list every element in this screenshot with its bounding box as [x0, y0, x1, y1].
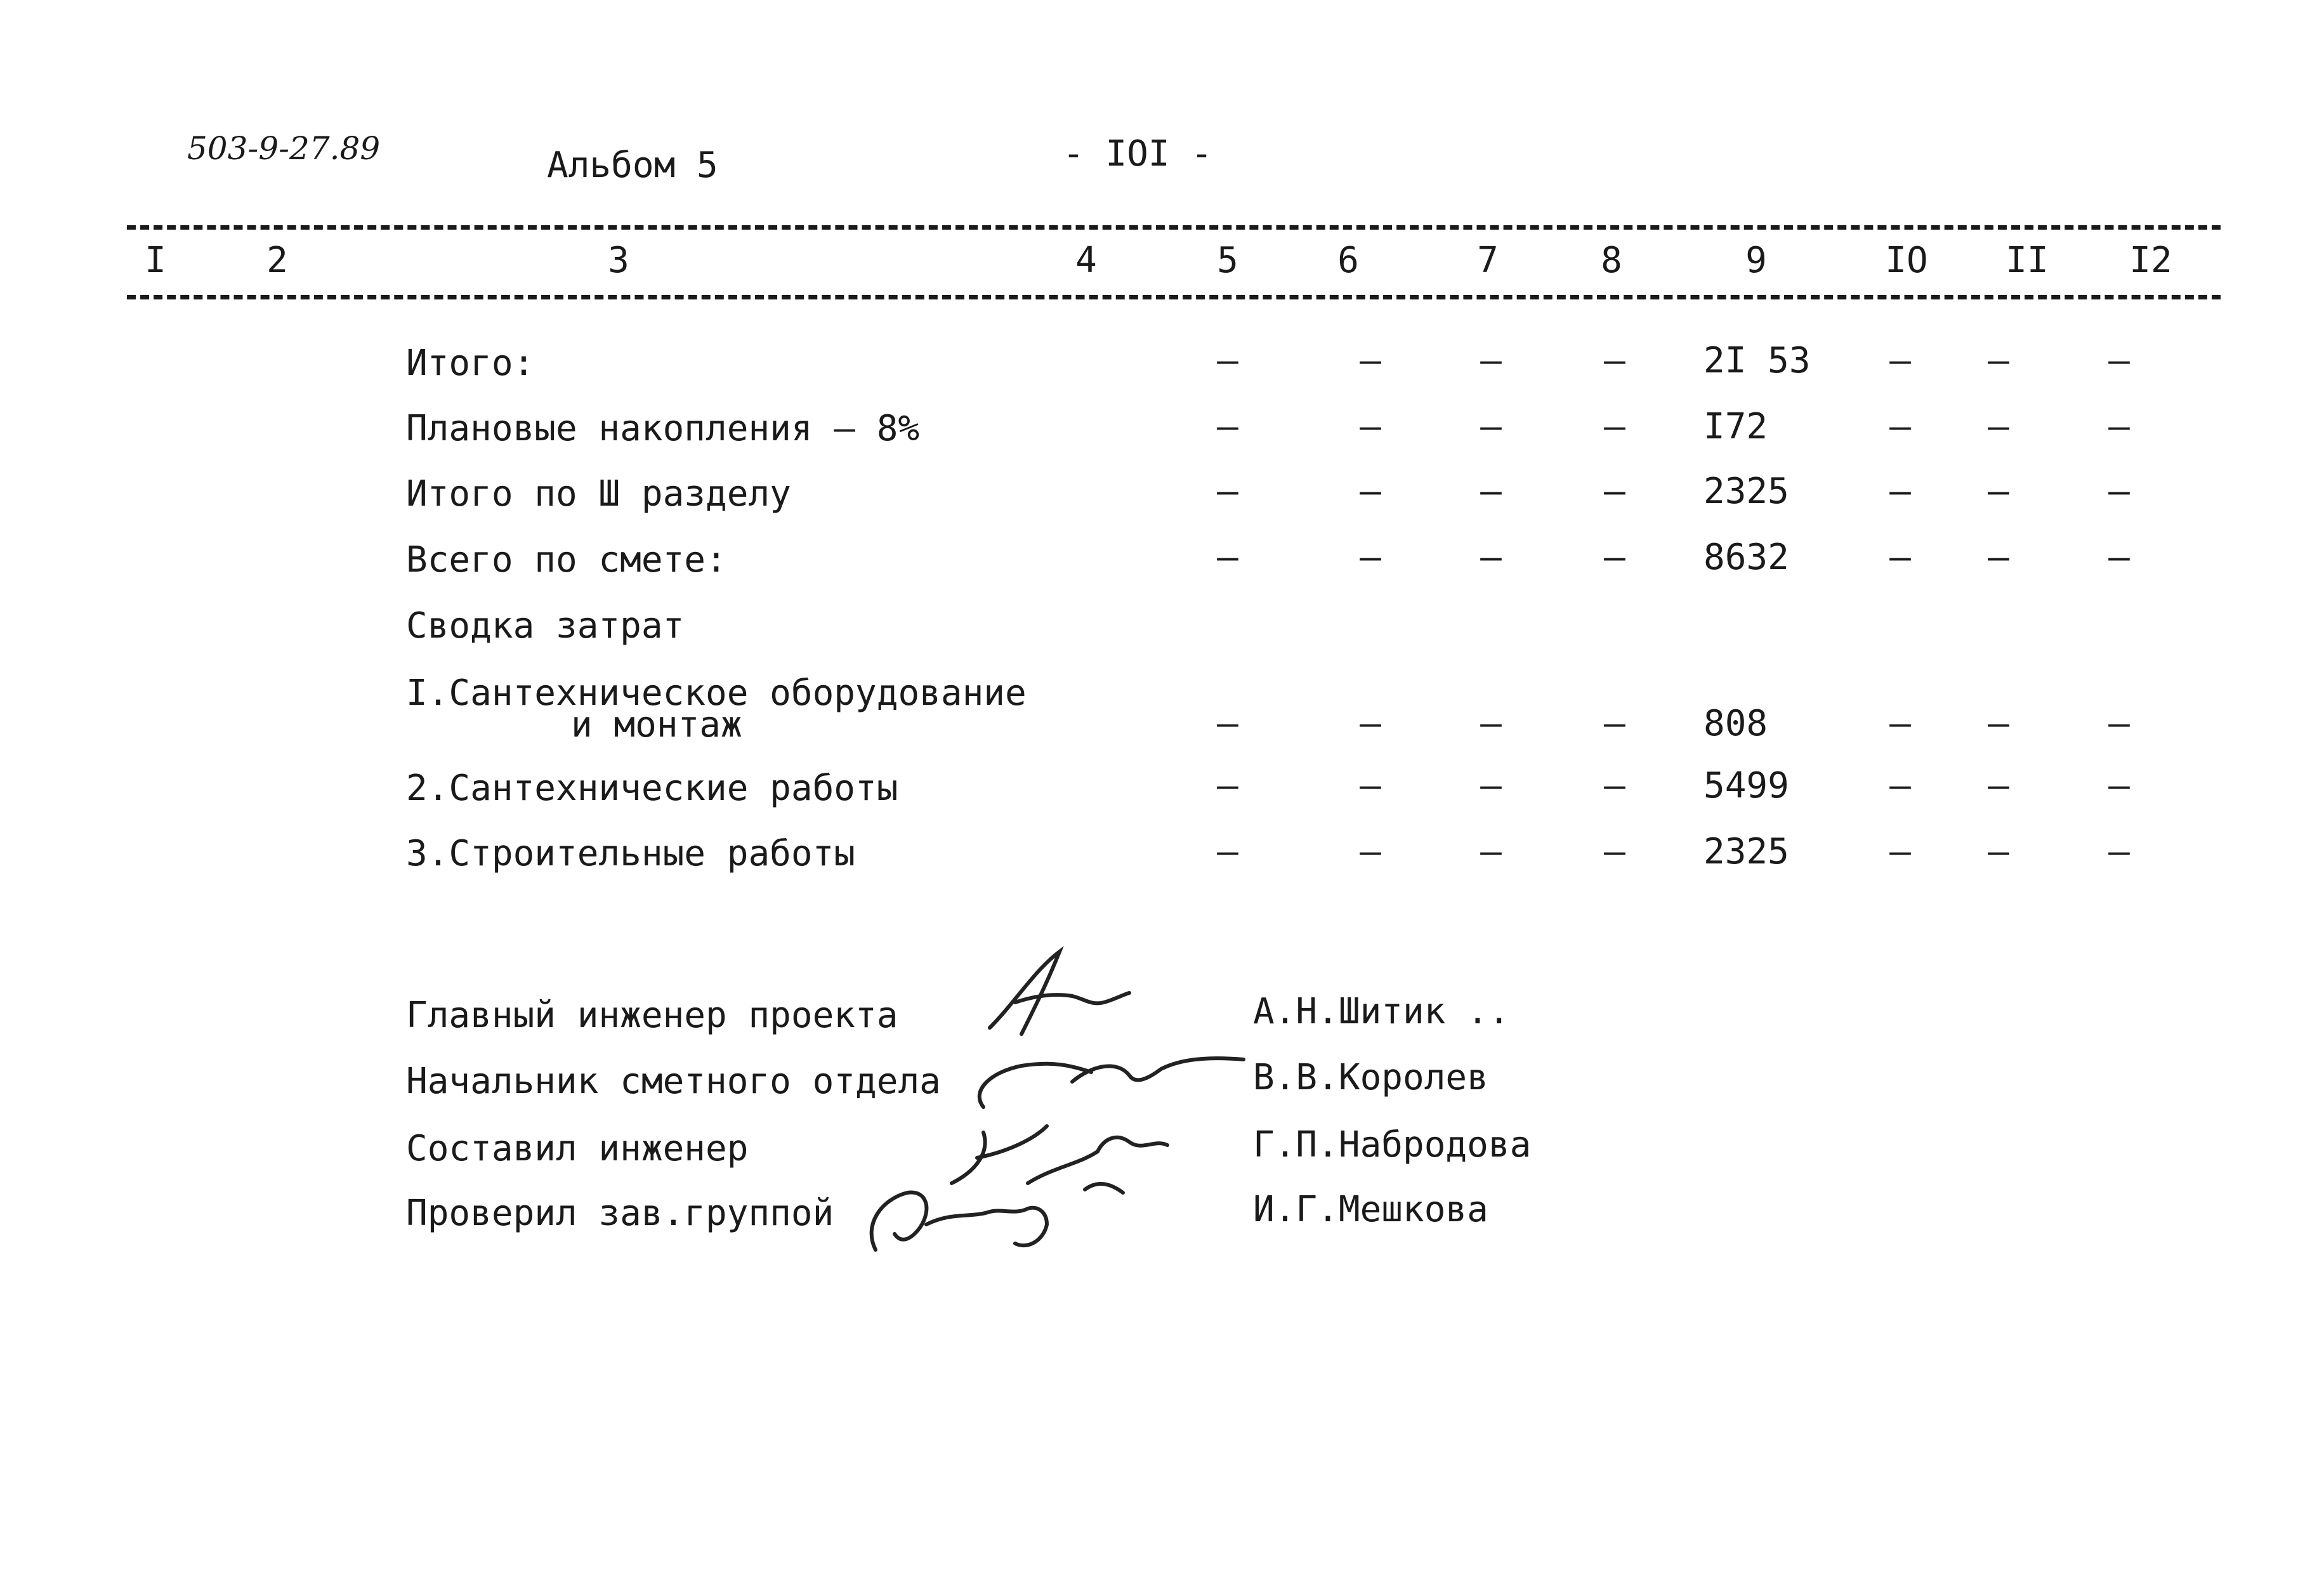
cell-c10: –	[1889, 703, 1911, 744]
col-header-6: 6	[1337, 240, 1359, 281]
cell-c6: –	[1360, 765, 1381, 806]
col-header-3: 3	[608, 240, 629, 281]
cell-c9: 2I 53	[1704, 340, 1811, 381]
cell-c12: –	[2108, 471, 2130, 512]
cell-c10: –	[1889, 765, 1911, 806]
cell-c5: –	[1217, 537, 1238, 578]
cell-c12: –	[2108, 406, 2130, 447]
album-label: Альбом 5	[547, 145, 718, 186]
col-header-5: 5	[1217, 240, 1238, 281]
row-label: Итого:	[406, 343, 535, 384]
cell-c6: –	[1360, 340, 1381, 381]
cell-c10: –	[1889, 831, 1911, 872]
row-label: Плановые накопления – 8%	[406, 408, 920, 449]
row-label: 3.Строительные работы	[406, 833, 856, 874]
cell-c11: –	[1988, 471, 2009, 512]
cell-c7: –	[1480, 406, 1502, 447]
cell-c9: 808	[1704, 703, 1768, 744]
cell-c11: –	[1988, 703, 2009, 744]
cell-c12: –	[2108, 340, 2130, 381]
col-header-10: IO	[1885, 240, 1928, 281]
page-number: - IOI -	[1063, 133, 1213, 174]
cell-c6: –	[1360, 406, 1381, 447]
signature-role: Составил инженер	[406, 1128, 749, 1169]
signature-name: А.Н.Шитик ..	[1253, 991, 1510, 1032]
cell-c5: –	[1217, 471, 1238, 512]
cell-c11: –	[1988, 406, 2009, 447]
cell-c7: –	[1480, 471, 1502, 512]
header-rule-bottom	[127, 295, 2221, 299]
cell-c10: –	[1889, 471, 1911, 512]
cell-c8: –	[1604, 471, 1625, 512]
handwritten-signature-2	[964, 1047, 1250, 1117]
cell-c8: –	[1604, 537, 1625, 578]
signature-role: Начальник сметного отдела	[406, 1061, 941, 1102]
cell-c6: –	[1360, 471, 1381, 512]
signature-role: Главный инженер проекта	[406, 995, 898, 1036]
cell-c12: –	[2108, 831, 2130, 872]
cell-c8: –	[1604, 765, 1625, 806]
doc-code: 503-9-27.89	[187, 130, 381, 167]
col-header-9: 9	[1745, 240, 1767, 281]
cell-c8: –	[1604, 831, 1625, 872]
cell-c12: –	[2108, 537, 2130, 578]
cell-c12: –	[2108, 765, 2130, 806]
handwritten-signature-4	[857, 1174, 1060, 1262]
signature-role: Проверил зав.группой	[406, 1193, 834, 1234]
cell-c9: 5499	[1704, 765, 1789, 806]
row-label: I.Сантехническое оборудование	[406, 672, 1027, 714]
cell-c7: –	[1480, 703, 1502, 744]
cell-c7: –	[1480, 765, 1502, 806]
cell-c6: –	[1360, 537, 1381, 578]
cell-c9: 2325	[1704, 831, 1789, 872]
cell-c7: –	[1480, 831, 1502, 872]
cell-c9: 2325	[1704, 471, 1789, 512]
cell-c6: –	[1360, 703, 1381, 744]
signature-name: И.Г.Мешкова	[1253, 1189, 1488, 1230]
cell-c8: –	[1604, 340, 1625, 381]
cell-c11: –	[1988, 340, 2009, 381]
cell-c10: –	[1889, 340, 1911, 381]
col-header-1: I	[145, 240, 166, 281]
cell-c10: –	[1889, 537, 1911, 578]
col-header-12: I2	[2129, 240, 2172, 281]
cell-c7: –	[1480, 340, 1502, 381]
cell-c9: 8632	[1704, 537, 1789, 578]
col-header-8: 8	[1601, 240, 1622, 281]
row-label: Итого по Ш разделу	[406, 473, 791, 515]
cell-c11: –	[1988, 537, 2009, 578]
cell-c5: –	[1217, 831, 1238, 872]
handwritten-signature-1	[977, 945, 1148, 1040]
row-label: 2.Сантехнические работы	[406, 768, 898, 809]
row-label-continued: и монтаж	[571, 704, 742, 745]
signature-name: Г.П.Набродова	[1253, 1124, 1532, 1165]
col-header-7: 7	[1477, 240, 1499, 281]
signature-name: В.В.Королев	[1253, 1057, 1488, 1098]
cell-c8: –	[1604, 703, 1625, 744]
cell-c11: –	[1988, 831, 2009, 872]
cell-c10: –	[1889, 406, 1911, 447]
cell-c11: –	[1988, 765, 2009, 806]
section-heading: Сводка затрат	[406, 605, 685, 646]
row-label: Всего по смете:	[406, 539, 727, 580]
cell-c12: –	[2108, 703, 2130, 744]
header-rule-top	[127, 225, 2221, 230]
cell-c5: –	[1217, 765, 1238, 806]
cell-c8: –	[1604, 406, 1625, 447]
cell-c5: –	[1217, 406, 1238, 447]
col-header-11: II	[2006, 240, 2049, 281]
cell-c5: –	[1217, 703, 1238, 744]
cell-c9: I72	[1704, 406, 1768, 447]
col-header-2: 2	[266, 240, 288, 281]
col-header-4: 4	[1075, 240, 1097, 281]
cell-c6: –	[1360, 831, 1381, 872]
cell-c5: –	[1217, 340, 1238, 381]
cell-c7: –	[1480, 537, 1502, 578]
